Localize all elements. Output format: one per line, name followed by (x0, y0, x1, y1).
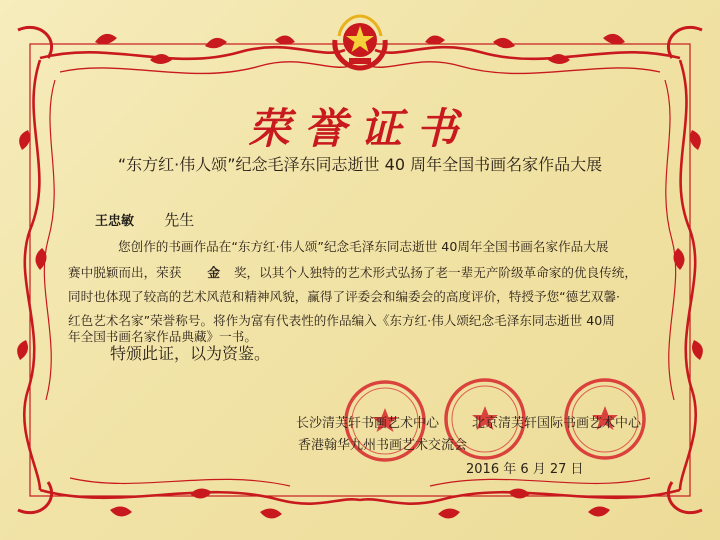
certificate-title: 荣誉证书 (247, 104, 472, 153)
issuer-3: 香港翰华九州书画艺术交流会 (298, 438, 468, 453)
issue-date: 2016 年 6 月 27 日 (466, 462, 584, 477)
certificate-subtitle: “东方红·伟人颂”纪念毛泽东同志逝世 40 周年全国书画名家作品大展 (117, 155, 603, 174)
body-text: 红色艺术名家”荣誉称号。将作为富有代表性的作品编入《东方红·伟人颂纪念毛泽东同志逝世 40周 (68, 313, 615, 328)
closing-statement: 特颁此证，以为资鉴。 (110, 344, 271, 363)
body-text: 您创作的书画作品在“东方红·伟人颂”纪念毛泽东同志逝世 40周年全国书画名家作品大展 (118, 239, 609, 254)
body-text: 同时也体现了较高的艺术风范和精神风貌，赢得了评委会和编委会的高度评价，特授予您“德艺双馨· (68, 289, 621, 304)
body-text: 年全国书画名家作品典藏》一书。 (68, 329, 257, 344)
recipient-line (95, 209, 194, 230)
body-text: 奖，以其个人独特的艺术形式弘扬了老一辈无产阶级革命家的优良传统， (233, 265, 637, 280)
body-line-3 (68, 286, 620, 305)
issuer-2: 北京清芙轩国际书画艺术中心 (472, 416, 642, 431)
award-level: 金 (207, 265, 220, 280)
body-text: 赛中脱颖而出，荣获 (68, 265, 182, 280)
body-line-2 (68, 262, 637, 281)
issuer-1: 长沙清芙轩书画艺术中心 (296, 416, 440, 431)
emblem-icon (327, 6, 393, 72)
recipient-honorific: 先生 (164, 211, 195, 229)
body-line-1 (118, 236, 608, 255)
recipient-name: 王忠敏 (95, 214, 135, 229)
